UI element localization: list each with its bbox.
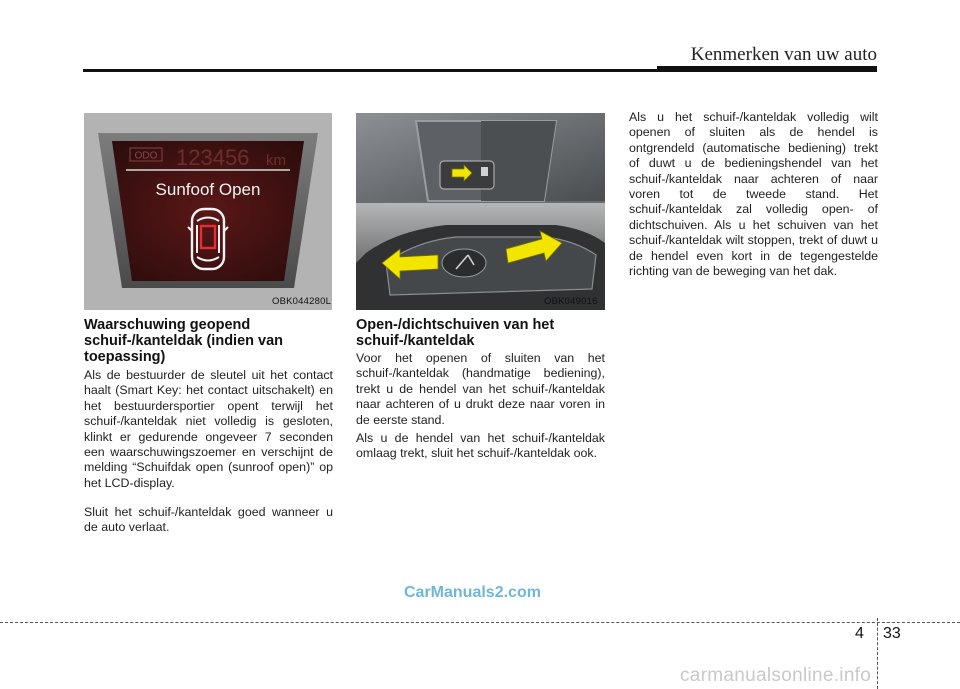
sunroof-switch-illustration [356, 113, 605, 310]
page-number: 33 [883, 625, 901, 642]
section2-paragraph-2: Als u de hendel van het schuif-/kanteldak omlaag trekt, sluit het schuif-/kanteldak ook. [356, 431, 605, 461]
section2-heading: Open-/dichtschuiven van het schuif-/kanteldak [356, 317, 555, 349]
figure1-code: OBK044280L [272, 296, 332, 307]
section2-paragraph-1: Voor het openen of sluiten van het schuif-/kanteldak (handmatige bediening), trekt u de hendel van het schuif-/kanteldak naar achteren of u drukt deze naar voren in de eerste stand. [356, 351, 605, 427]
section1-heading: Waarschuwing geopend schuif-/kanteldak (indien van toepassing) [84, 317, 284, 365]
header-rule-accent [657, 66, 877, 72]
watermark-carmanualsonline[interactable]: carmanualsonline.info [680, 665, 872, 686]
figure-lcd-warning [84, 113, 332, 310]
section3-paragraph-1: Als u het schuif-/kanteldak volledig wilt openen of sluiten als de hendel is ontgrendeld (automatische bediening) trekt of duwt u de bedieningshendel van het schuif-/kanteldak naar achteren of naar voren tot de tweede stand. Het schuif-/kanteldak zal volledig open- of dichtschuiven. Als u het schuiven van het schuif-/kanteldak wilt stoppen, trekt of duwt u de hendel even kort in de tegengestelde richting van de beweging van het dak. [629, 110, 878, 279]
watermark-carmanuals2[interactable]: CarManuals2.com [404, 584, 541, 601]
odo-value: 123456 [176, 145, 250, 170]
footer-vertical-divider [877, 618, 878, 689]
odo-label: ODO [134, 150, 158, 162]
lcd-message: Sunfoof Open [155, 180, 261, 199]
odo-unit: km [266, 152, 286, 169]
page-header-title: Kenmerken van uw auto [690, 44, 877, 65]
figure-sunroof-switch [356, 113, 605, 310]
chapter-number: 4 [855, 625, 864, 642]
section1-paragraph-2: Sluit het schuif-/kanteldak goed wanneer u de auto verlaat. [84, 505, 333, 535]
figure2-code: OBK049016 [544, 296, 598, 307]
section1-paragraph-1: Als de bestuurder de sleutel uit het contact haalt (Smart Key: het contact uitschakelt) en het bestuurdersportier opent terwijl het schuif-/kanteldak niet volledig is gesloten, klinkt er gedurende ongeveer 7 seconden een waarschuwingszoemer en verschijnt de melding “Schuifdak open (sunroof open)” op het LCD-display. [84, 368, 333, 490]
footer-divider [0, 622, 960, 623]
lcd-display-illustration [84, 113, 332, 310]
